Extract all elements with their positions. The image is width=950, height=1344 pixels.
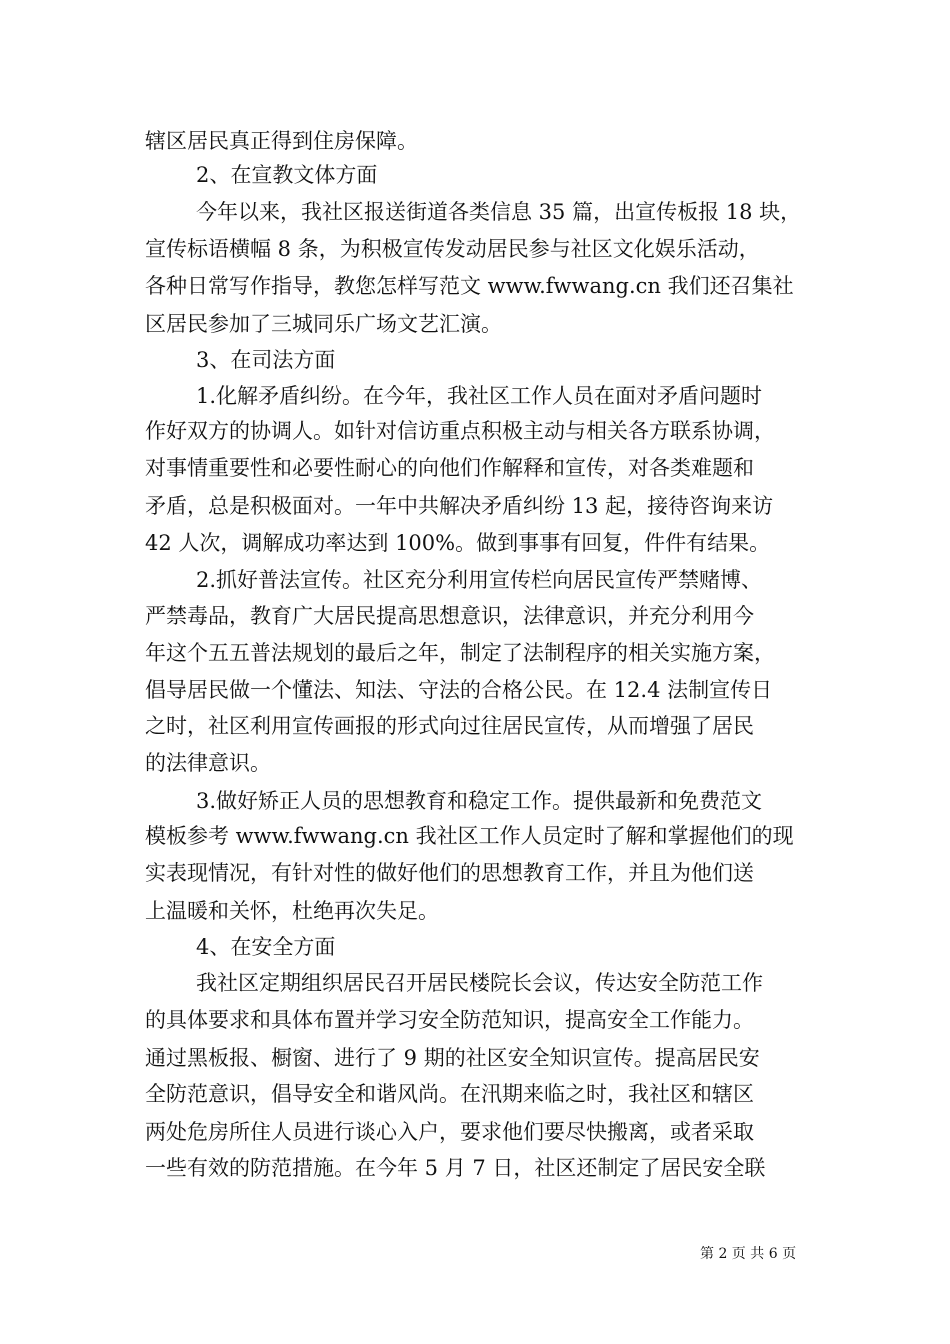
body-line: 两处危房所住人员进行谈心入户，要求他们要尽快搬离，或者采取 <box>145 1120 754 1144</box>
body-line: 上温暖和关怀，杜绝再次失足。 <box>145 899 439 923</box>
body-line: 年这个五五普法规划的最后之年，制定了法制程序的相关实施方案， <box>145 641 775 665</box>
section-heading: 4、在安全方面 <box>196 935 336 959</box>
body-line: 一些有效的防范措施。在今年 5 月 7 日，社区还制定了居民安全联 <box>145 1156 766 1180</box>
body-line: 矛盾，总是积极面对。一年中共解决矛盾纠纷 13 起，接待咨询来访 <box>145 494 774 518</box>
body-line: 的法律意识。 <box>145 751 271 775</box>
body-line: 通过黑板报、橱窗、进行了 9 期的社区安全知识宣传。提高居民安 <box>145 1046 760 1070</box>
section-heading: 2、在宣教文体方面 <box>196 163 378 187</box>
body-line: 辖区居民真正得到住房保障。 <box>145 129 418 153</box>
body-line: 1.化解矛盾纠纷。在今年，我社区工作人员在面对矛盾问题时 <box>196 384 763 408</box>
body-line: 倡导居民做一个懂法、知法、守法的合格公民。在 12.4 法制宣传日 <box>145 678 773 702</box>
body-line: 42 人次，调解成功率达到 100%。做到事事有回复，件件有结果。 <box>145 531 771 555</box>
body-line: 宣传标语横幅 8 条，为积极宣传发动居民参与社区文化娱乐活动， <box>145 237 760 261</box>
body-line: 作好双方的协调人。如针对信访重点积极主动与相关各方联系协调， <box>145 419 775 443</box>
body-line: 严禁毒品，教育广大居民提高思想意识，法律意识，并充分利用今 <box>145 604 754 628</box>
body-line: 我社区定期组织居民召开居民楼院长会议，传达安全防范工作 <box>196 971 763 995</box>
body-line: 3.做好矫正人员的思想教育和稳定工作。提供最新和免费范文 <box>196 789 763 813</box>
body-line: 实表现情况，有针对性的做好他们的思想教育工作，并且为他们送 <box>145 861 754 885</box>
body-line: 之时，社区利用宣传画报的形式向过往居民宣传，从而增强了居民 <box>145 714 754 738</box>
body-line: 模板参考 www.fwwang.cn 我社区工作人员定时了解和掌握他们的现 <box>145 824 794 848</box>
body-line: 区居民参加了三城同乐广场文艺汇演。 <box>145 312 502 336</box>
page-number-footer: 第 2 页 共 6 页 <box>700 1246 797 1262</box>
section-heading: 3、在司法方面 <box>196 348 336 372</box>
body-line: 各种日常写作指导，教您怎样写范文 www.fwwang.cn 我们还召集社 <box>145 274 794 298</box>
body-line: 今年以来，我社区报送街道各类信息 35 篇，出宣传板报 18 块， <box>196 200 802 224</box>
body-line: 对事情重要性和必要性耐心的向他们作解释和宣传，对各类难题和 <box>145 456 754 480</box>
body-line: 2.抓好普法宣传。社区充分利用宣传栏向居民宣传严禁赌博、 <box>196 568 763 592</box>
body-line: 的具体要求和具体布置并学习安全防范知识，提高安全工作能力。 <box>145 1008 754 1032</box>
body-line: 全防范意识，倡导安全和谐风尚。在汛期来临之时，我社区和辖区 <box>145 1082 754 1106</box>
